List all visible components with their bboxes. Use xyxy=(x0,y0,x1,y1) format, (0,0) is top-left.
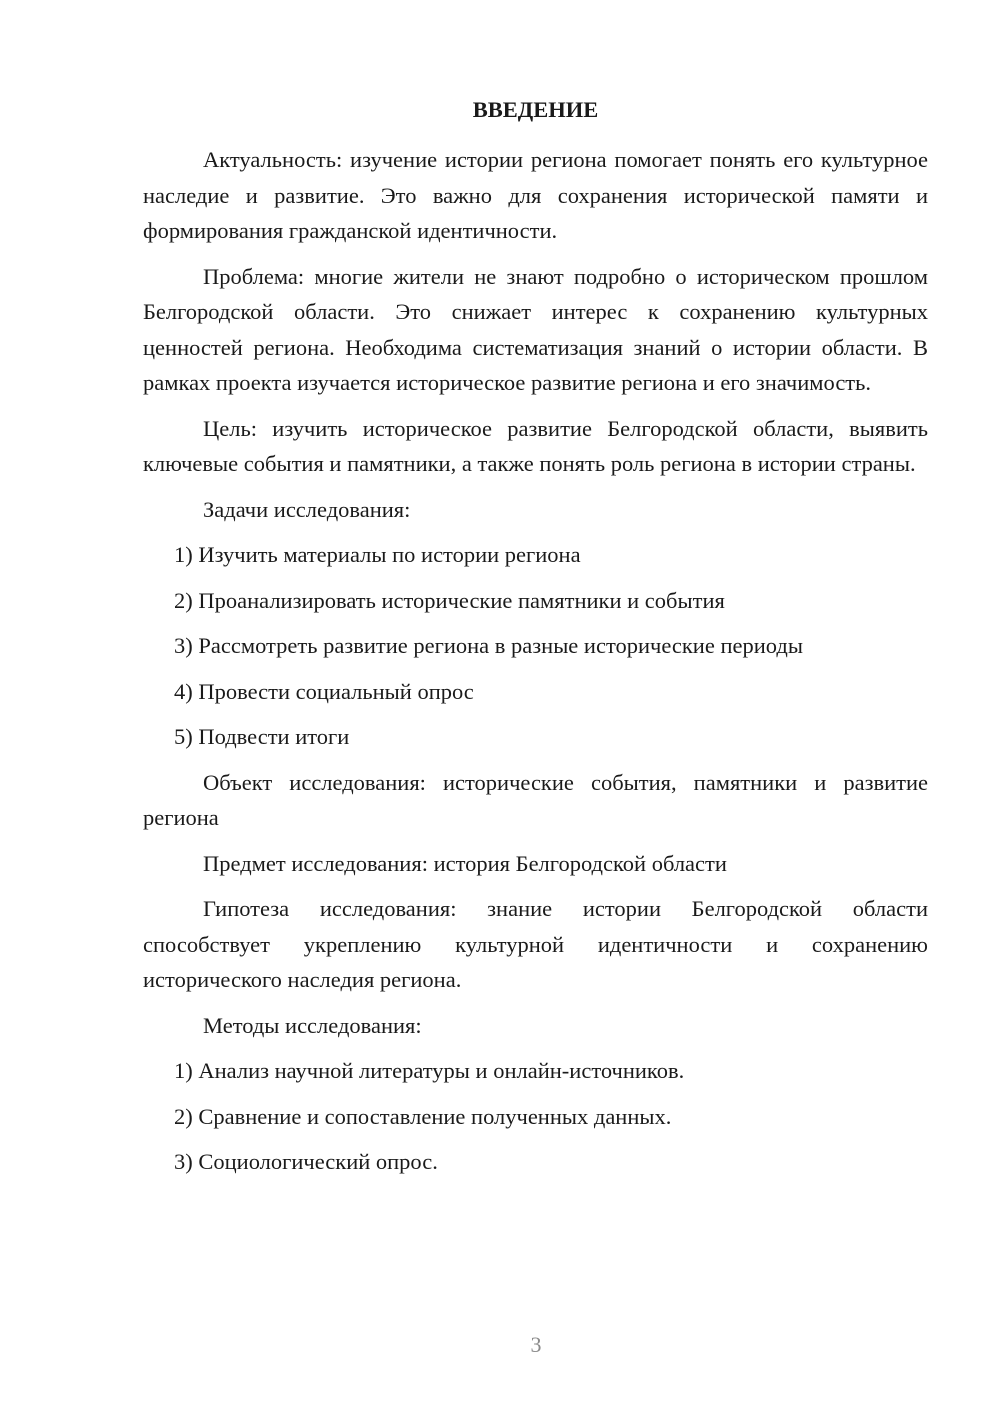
methods-list xyxy=(143,1053,928,1180)
list-item: 2) Проанализировать исторические памятники и события xyxy=(174,587,725,613)
page-title: ВВЕДЕНИЕ xyxy=(472,97,599,122)
list-item: 3) Социологический опрос. xyxy=(174,1149,438,1174)
goal-paragraph: Цель: изучить историческое развитие Белгородской области, выявить ключевые события и памятники, а также понять роль региона в истории страны. xyxy=(143,415,928,476)
object-paragraph: Объект исследования: исторические события, памятники и развитие региона xyxy=(143,769,928,830)
tasks-list xyxy=(143,537,928,755)
page-content xyxy=(143,92,928,1180)
list-item: 3) Рассмотреть развитие региона в разные исторические периоды xyxy=(174,633,803,658)
list-item: 2) Сравнение и сопоставление полученных данных. xyxy=(174,1103,672,1129)
list-item: 5) Подвести итоги xyxy=(174,724,350,749)
hypothesis-paragraph: Гипотеза исследования: знание истории Белгородской области способствует укреплению культурной идентичности и сохранению исторического наследия региона. xyxy=(143,896,928,992)
problem-paragraph: Проблема: многие жители не знают подробно о историческом прошлом Белгородской области. Это снижает интерес к сохранению культурных ценностей региона. Необходима систематизация знаний о истории области. В рамках проекта изучается историческое развитие региона и его значимость. xyxy=(143,263,928,395)
list-item: 1) Анализ научной литературы и онлайн-источников. xyxy=(174,1058,685,1083)
list-item: 4) Провести социальный опрос xyxy=(174,678,474,704)
list-item: 1) Изучить материалы по истории региона xyxy=(174,542,581,567)
methods-heading: Методы исследования: xyxy=(203,1012,422,1038)
subject-paragraph: Предмет исследования: история Белгородской области xyxy=(203,850,727,876)
tasks-heading: Задачи исследования: xyxy=(203,496,411,522)
relevance-paragraph: Актуальность: изучение истории региона помогает понять его культурное наследие и развитие. Это важно для сохранения исторической памяти и формирования гражданской идентичности. xyxy=(143,147,928,243)
page-number: 3 xyxy=(530,1332,542,1357)
